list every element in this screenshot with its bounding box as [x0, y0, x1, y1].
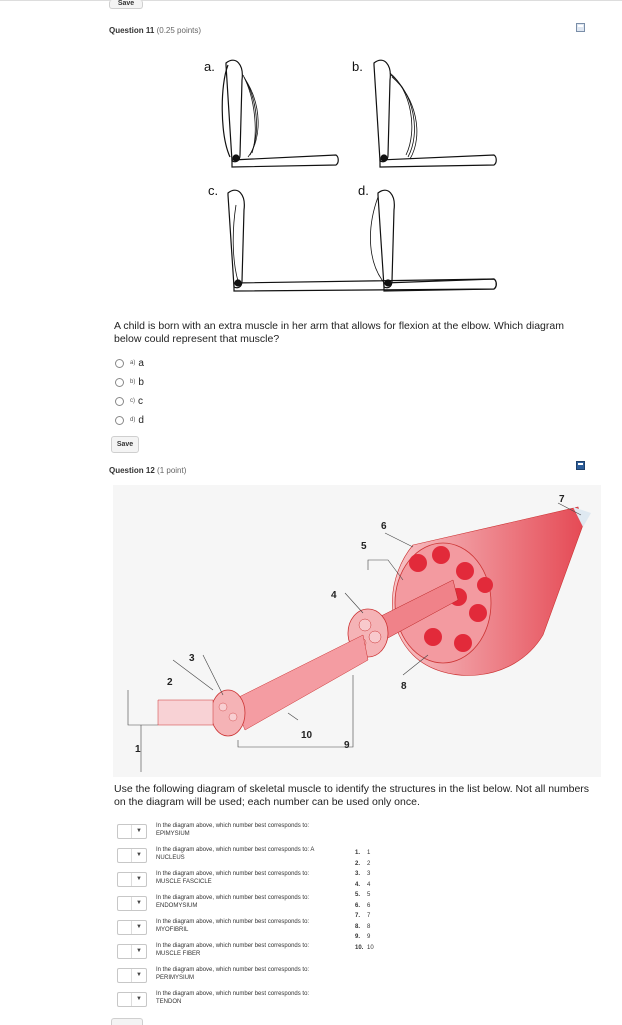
choice-item: 3. 3 [355, 871, 371, 877]
chevron-down-icon: ▼ [131, 873, 146, 886]
match-term: TENDON [156, 999, 182, 1005]
radio-button[interactable] [115, 359, 124, 368]
panel-label-d: d. [358, 183, 369, 198]
elbow-muscle-diagrams [196, 45, 510, 311]
choice-item: 4. 4 [355, 881, 371, 888]
match-term: MUSCLE FASCICLE [156, 879, 212, 885]
chevron-down-icon: ▼ [131, 921, 146, 934]
match-prompt: In the diagram above, which number best corresponds to: MUSCLE FASCICLE [156, 871, 310, 885]
option-letter: d) [130, 417, 136, 423]
question-11-header [109, 26, 201, 35]
answer-select[interactable] [117, 848, 147, 863]
option-text: d [138, 414, 144, 426]
diagram-number-8: 8 [401, 681, 407, 692]
floppy-disk-icon[interactable] [576, 23, 585, 32]
radio-button[interactable] [115, 378, 124, 387]
question-points: (1 point) [157, 466, 187, 475]
panel-label-a: a. [204, 59, 215, 74]
question-number: Question 12 [109, 466, 155, 475]
diagram-number-4: 4 [331, 590, 337, 601]
match-prompt: In the diagram above, which number best corresponds to: ENDOMYSIUM [156, 895, 310, 909]
diagram-number-9: 9 [344, 740, 350, 751]
answer-select[interactable] [117, 896, 147, 911]
match-row [117, 918, 347, 938]
diagram-number-5: 5 [361, 541, 367, 552]
option-letter: b) [130, 379, 136, 385]
answer-select[interactable] [117, 944, 147, 959]
floppy-disk-icon[interactable] [576, 461, 585, 470]
choice-item: 8. 8 [355, 923, 371, 930]
skeletal-muscle-diagram [113, 485, 601, 777]
match-row [117, 822, 347, 842]
answer-select[interactable] [117, 824, 147, 839]
choice-item: 7. 7 [355, 913, 371, 919]
diagram-number-10: 10 [301, 730, 313, 741]
radio-button[interactable] [115, 397, 124, 406]
option-letter: a) [130, 360, 136, 366]
option-b[interactable] [115, 376, 144, 388]
match-row [117, 942, 347, 962]
match-prompt: In the diagram above, which number best corresponds to: MUSCLE FIBER [156, 943, 310, 957]
choice-list [355, 848, 374, 953]
match-row [117, 894, 347, 914]
match-prompt: In the diagram above, which number best corresponds to: MYOFIBRIL [156, 919, 310, 933]
option-a[interactable] [115, 357, 144, 369]
answer-select[interactable] [117, 992, 147, 1007]
choice-item: 9. 9 [355, 934, 371, 940]
choice-item: 10. 10 [355, 944, 374, 951]
match-prompt: In the diagram above, which number best corresponds to: A NUCLEUS [156, 847, 315, 861]
chevron-down-icon: ▼ [131, 825, 146, 838]
question-11-text: A child is born with an extra muscle in her arm that allows for flexion at the elbow. Which diagram below could represent that muscle? [114, 320, 564, 345]
chevron-down-icon: ▼ [131, 849, 146, 862]
question-12-header [109, 466, 186, 475]
top-divider [0, 0, 622, 1]
choice-item: 6. 6 [355, 902, 371, 909]
match-row [117, 990, 347, 1010]
option-text: a [138, 357, 144, 369]
panel-label-b: b. [352, 59, 363, 74]
diagram-number-2: 2 [167, 677, 173, 688]
chevron-down-icon: ▼ [131, 945, 146, 958]
question-number: Question 11 [109, 26, 155, 35]
diagram-number-6: 6 [381, 521, 387, 532]
chevron-down-icon: ▼ [131, 969, 146, 982]
diagram-number-3: 3 [189, 653, 195, 664]
choice-item: 1. 1 [355, 850, 371, 856]
match-term: EPIMYSIUM [156, 831, 190, 837]
chevron-down-icon: ▼ [131, 993, 146, 1006]
answer-select[interactable] [117, 968, 147, 983]
match-row [117, 846, 347, 866]
option-text: b [138, 376, 144, 388]
match-term: PERIMYSIUM [156, 975, 195, 981]
option-letter: c) [130, 398, 135, 404]
diagram-number-7: 7 [559, 494, 565, 505]
option-text: c [138, 395, 143, 407]
diagram-number-1: 1 [135, 744, 141, 755]
answer-select[interactable] [117, 872, 147, 887]
match-prompt: In the diagram above, which number best corresponds to: TENDON [156, 991, 310, 1005]
save-button[interactable]: Save [111, 436, 139, 453]
question-12-text: Use the following diagram of skeletal muscle to identify the structures in the list below. Not all numbers on the diagram will be used; each number can be used only once. [114, 783, 590, 808]
panel-label-c: c. [208, 183, 219, 198]
match-term: ENDOMYSIUM [156, 903, 198, 909]
radio-button[interactable] [115, 416, 124, 425]
match-term: MYOFIBRIL [156, 927, 189, 933]
answer-select[interactable] [117, 920, 147, 935]
choice-item: 2. 2 [355, 860, 371, 867]
option-d[interactable] [115, 414, 144, 426]
match-row [117, 966, 347, 986]
choice-item: 5. 5 [355, 892, 371, 898]
match-term: MUSCLE FIBER [156, 951, 201, 957]
option-c[interactable] [115, 395, 143, 407]
match-prompt: In the diagram above, which number best corresponds to: PERIMYSIUM [156, 967, 310, 981]
match-term: NUCLEUS [156, 855, 185, 861]
question-points: (0.25 points) [156, 26, 202, 35]
chevron-down-icon: ▼ [131, 897, 146, 910]
match-row [117, 870, 347, 890]
match-prompt: In the diagram above, which number best corresponds to: EPIMYSIUM [156, 823, 310, 837]
top-save-button[interactable]: Save [109, 0, 143, 9]
